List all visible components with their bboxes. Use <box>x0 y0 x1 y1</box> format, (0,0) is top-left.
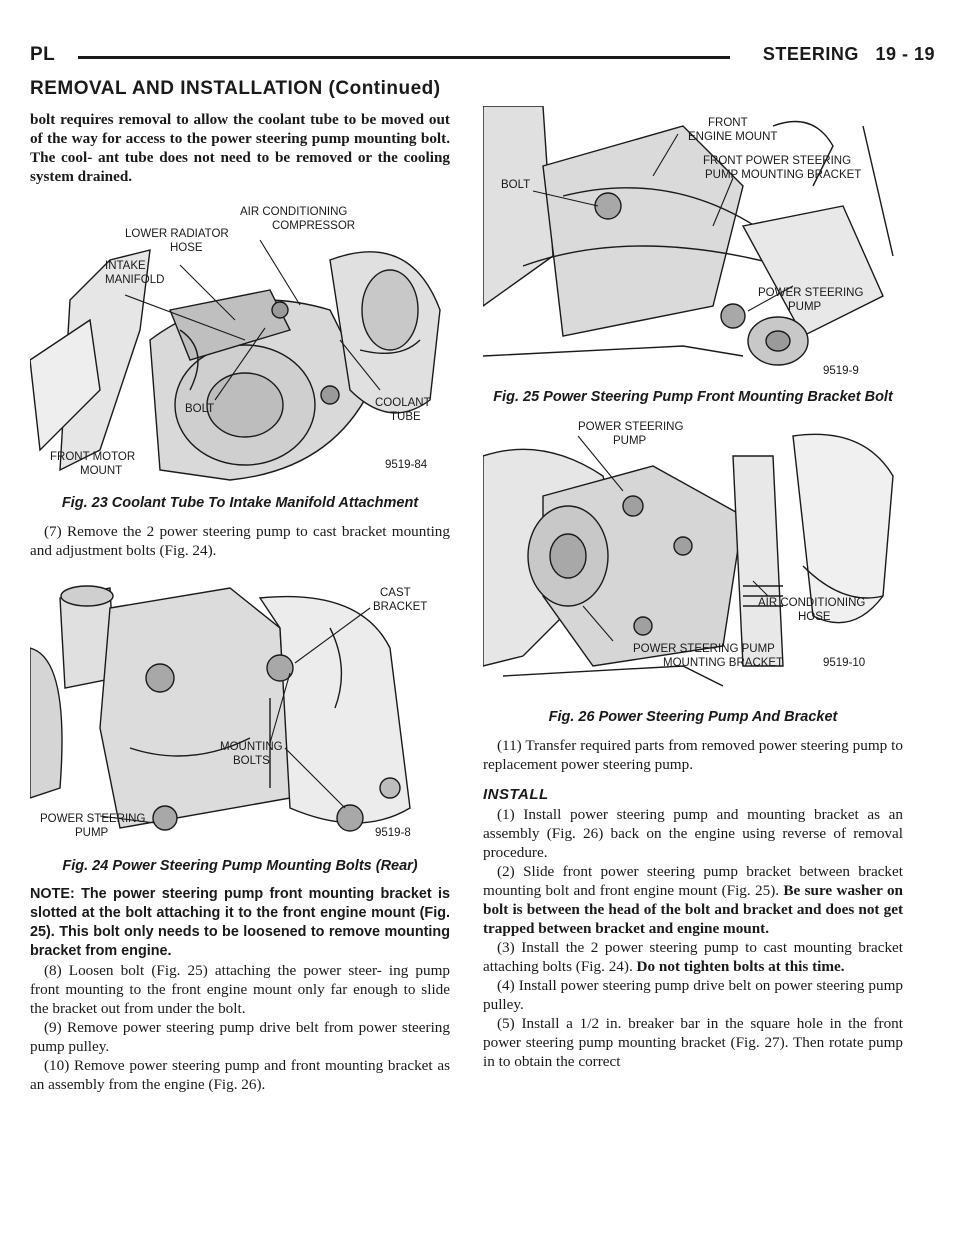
fig26-label-bracket-2: MOUNTING BRACKET <box>663 657 784 669</box>
install-step-2 <box>483 862 903 938</box>
fig25-label-front-engine-1: FRONT <box>708 117 748 129</box>
fig26-code: 9519-10 <box>823 657 866 669</box>
fig26-label-ac-1: AIR CONDITIONING <box>758 597 866 609</box>
fig23-label-ac-compressor-2: COMPRESSOR <box>272 220 356 232</box>
install-step-5: (5) Install a 1/2 in. breaker bar in the square hole in the front power steering pump mounting bracket (Fig. 27). Then rotate pump in to obtain the correct <box>483 1015 903 1070</box>
fig24-label-mounting-1: MOUNTING <box>220 741 283 753</box>
install-step-4: (4) Install power steering pump drive belt on power steering pump pulley. <box>483 977 903 1013</box>
install-step-1: (1) Install power steering pump and mounting bracket as an assembly (Fig. 26) back on the engine using reverse of removal procedure. <box>483 806 903 861</box>
header-section <box>763 44 935 65</box>
install-step-2-text: (2) Slide front power steering pump bracket between bracket mounting bolt and front engine mount (Fig. 25). <box>483 863 903 899</box>
figure-26-caption: Fig. 26 Power Steering Pump And Bracket <box>548 709 838 725</box>
step-9: (9) Remove power steering pump drive belt from power steering pump pulley. <box>30 1019 450 1055</box>
note-paragraph: NOTE: The power steering pump front mounting bracket is slotted at the bolt attaching it to the front engine mount (Fig. 25). This bolt only needs to be loosened to remove mounting bracket from engine. <box>30 886 450 959</box>
figure-24 <box>30 568 450 875</box>
fig25-label-pump-2: PUMP <box>788 301 822 313</box>
fig24-label-cast-1: CAST <box>380 587 411 599</box>
fig25-label-bracket-1: FRONT POWER STEERING <box>703 155 852 167</box>
install-step-2-warning: Be sure washer on bolt is between the head of the bolt and bracket and does not get trapped between bracket and engine mount. <box>483 882 903 937</box>
fig24-code: 9519-8 <box>375 827 411 839</box>
fig24-label-mounting-2: BOLTS <box>233 755 270 767</box>
right-column <box>483 110 903 1071</box>
section-name: STEERING <box>762 44 859 64</box>
figure-24-illustration <box>30 568 450 853</box>
fig26-label-pump-2: PUMP <box>613 435 647 447</box>
figure-25-caption: Fig. 25 Power Steering Pump Front Mounting Bracket Bolt <box>493 389 893 405</box>
fig23-label-intake-1: INTAKE <box>105 260 146 272</box>
page-number: 19 - 19 <box>875 44 935 64</box>
step-7: (7) Remove the 2 power steering pump to cast bracket mounting and adjustment bolts (Fig. 24). <box>30 523 450 559</box>
figure-25 <box>483 106 903 406</box>
figure-23-caption: Fig. 23 Coolant Tube To Intake Manifold Attachment <box>61 495 419 511</box>
fig23-label-front-motor-1: FRONT MOTOR <box>50 451 136 463</box>
figure-26 <box>483 416 903 726</box>
fig25-label-bracket-2: PUMP MOUNTING BRACKET <box>705 169 862 181</box>
fig25-code: 9519-9 <box>823 365 859 377</box>
fig23-label-bolt: BOLT <box>185 403 215 415</box>
figure-23-illustration <box>30 190 450 490</box>
step-11: (11) Transfer required parts from removed power steering pump to replacement power steering pump. <box>483 737 903 773</box>
manual-code: PL <box>30 44 56 65</box>
fig25-label-pump-1: POWER STEERING <box>758 287 864 299</box>
install-step-3 <box>483 938 903 976</box>
install-step-3-text: (3) Install the 2 power steering pump to cast mounting bracket attaching bolts (Fig. 24). <box>483 939 903 975</box>
fig26-label-ac-2: HOSE <box>798 611 831 623</box>
install-heading: INSTALL <box>483 786 549 803</box>
step-8: (8) Loosen bolt (Fig. 25) attaching the power steer- ing pump front mounting to the front engine mount only far enough to slide the bracket out from under the bolt. <box>30 962 450 1017</box>
fig23-code: 9519-84 <box>385 459 428 471</box>
fig26-label-pump-1: POWER STEERING <box>578 421 684 433</box>
fig25-label-bolt: BOLT <box>501 179 531 191</box>
fig23-label-front-motor-2: MOUNT <box>80 465 123 477</box>
fig23-label-lower-radiator-2: HOSE <box>170 242 203 254</box>
fig23-label-coolant-2: TUBE <box>390 411 421 423</box>
fig24-label-cast-2: BRACKET <box>373 601 428 613</box>
figure-26-illustration <box>483 416 903 704</box>
header-rule <box>78 56 730 59</box>
intro-paragraph: bolt requires removal to allow the coolant tube to be moved out of the way for access to the power steering pump mounting bolt. The cool- ant tube does not need to be removed or the cooling system drained. <box>30 111 450 185</box>
figure-24-caption: Fig. 24 Power Steering Pump Mounting Bolts (Rear) <box>62 858 418 874</box>
step-10: (10) Remove power steering pump and front mounting bracket as an assembly from the engine (Fig. 26). <box>30 1057 450 1093</box>
install-step-3-warning: Do not tighten bolts at this time. <box>636 958 845 975</box>
section-title: REMOVAL AND INSTALLATION (Continued) <box>30 78 441 99</box>
left-column <box>30 110 450 1094</box>
fig23-label-ac-compressor-1: AIR CONDITIONING <box>240 206 348 218</box>
figure-25-illustration <box>483 106 903 384</box>
fig23-label-lower-radiator-1: LOWER RADIATOR <box>125 228 229 240</box>
fig24-label-pump-2: PUMP <box>75 827 109 839</box>
page-header <box>30 40 935 70</box>
fig24-label-pump-1: POWER STEERING <box>40 813 146 825</box>
figure-23 <box>30 190 450 512</box>
fig23-label-intake-2: MANIFOLD <box>105 274 165 286</box>
fig25-label-front-engine-2: ENGINE MOUNT <box>688 131 778 143</box>
fig23-label-coolant-1: COOLANT <box>375 397 431 409</box>
fig26-label-bracket-1: POWER STEERING PUMP <box>633 643 775 655</box>
